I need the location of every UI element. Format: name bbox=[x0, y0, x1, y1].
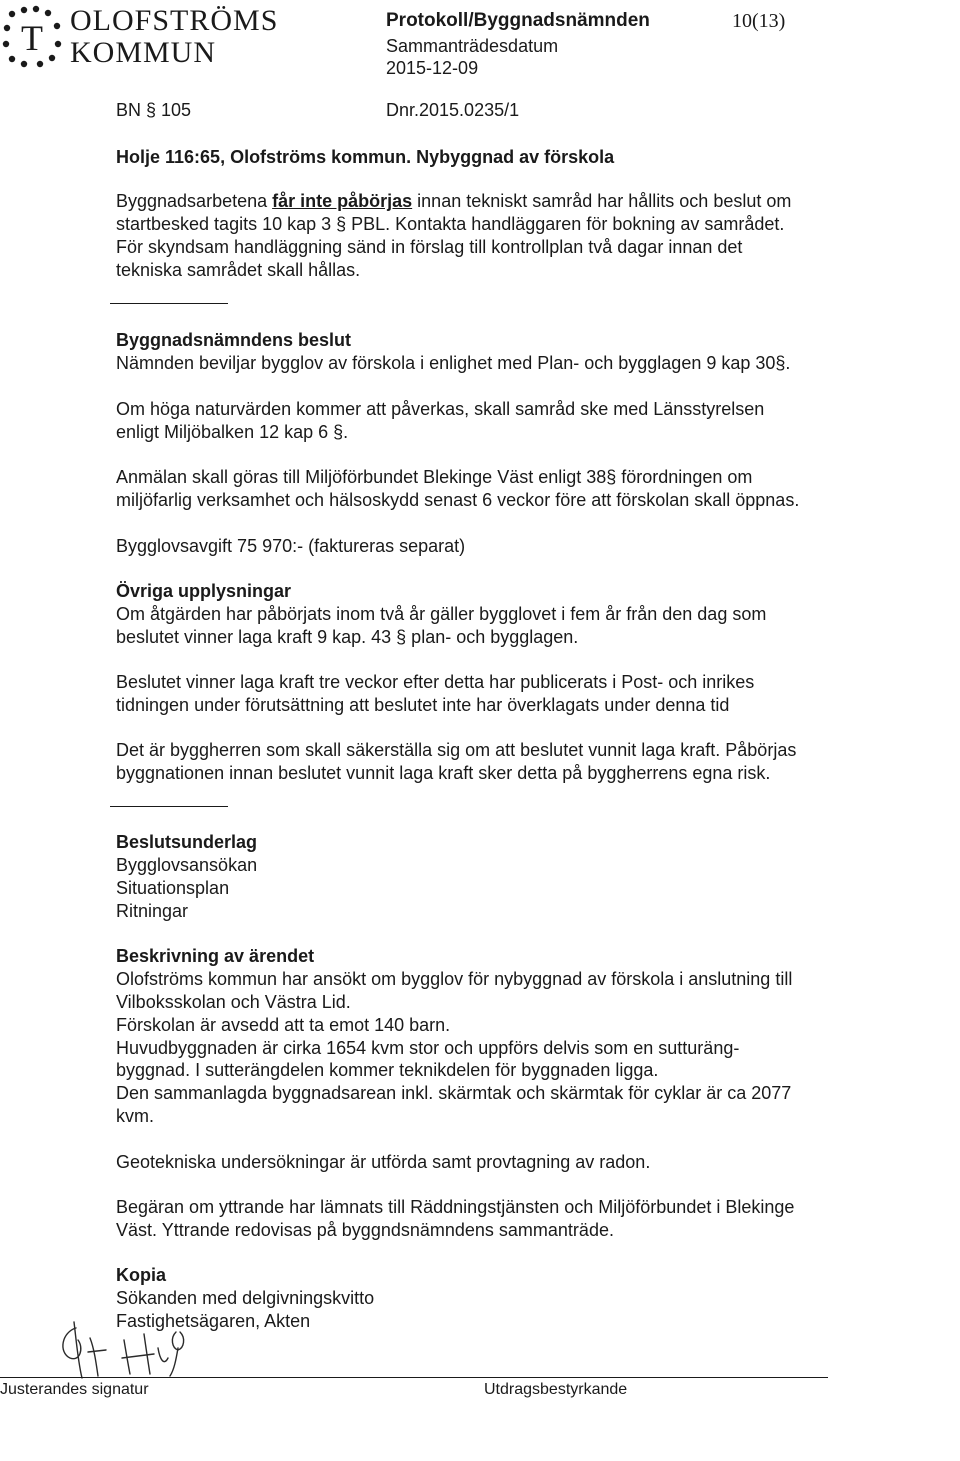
description-line: kvm. bbox=[116, 1106, 154, 1126]
handwritten-signature-icon bbox=[54, 1318, 204, 1380]
copy-item: Fastighetsägaren, Akten bbox=[116, 1311, 311, 1331]
other-p1-line1: Om åtgärden har påbörjats inom två år gäller bygglovet i fem år från den dag som bbox=[116, 604, 767, 624]
copy-item: Sökanden med delgivningskvitto bbox=[116, 1288, 375, 1308]
intro-line-3: För skyndsam handläggning sänd in förslag till kontrollplan två dagar innan det bbox=[116, 237, 743, 257]
basis-item: Bygglovsansökan bbox=[116, 855, 258, 875]
geotechnical-line: Geotekniska undersökningar är utförda samt provtagning av radon. bbox=[116, 1152, 651, 1172]
divider bbox=[110, 303, 228, 304]
document-type: Protokoll/Byggnadsnämnden bbox=[386, 10, 650, 31]
logo-letter: T bbox=[21, 18, 43, 58]
other-p2-line2: tidningen under förutsättning att beslutet inte har överklagats under denna tid bbox=[116, 695, 730, 715]
description-line: Den sammanlagda byggnadsarean inkl. skärmtak och skärmtak för cyklar är ca 2077 bbox=[116, 1083, 792, 1103]
description-line: Huvudbyggnaden är cirka 1654 kvm stor och uppförs delvis som en sutturäng- bbox=[116, 1038, 740, 1058]
page-number: 10(13) bbox=[732, 10, 786, 32]
other-heading: Övriga upplysningar bbox=[116, 581, 292, 601]
signature-rule bbox=[0, 1377, 828, 1378]
decision-p2-line1: Om höga naturvärden kommer att påverkas, skall samråd ske med Länsstyrelsen bbox=[116, 399, 765, 419]
request-line2: Väst. Yttrande redovisas på byggndsnämndens sammanträde. bbox=[116, 1220, 614, 1240]
decision-p1: Nämnden beviljar bygglov av förskola i enlighet med Plan- och bygglagen 9 kap 30§. bbox=[116, 353, 791, 373]
decision-heading: Byggnadsnämndens beslut bbox=[116, 330, 352, 350]
intro-line-2: startbesked tagits 10 kap 3 § PBL. Kontakta handläggaren för bokning av samrådet. bbox=[116, 214, 785, 234]
basis-heading: Beslutsunderlag bbox=[116, 832, 258, 852]
diary-number: Dnr.2015.0235/1 bbox=[386, 100, 520, 120]
description-line: Vilboksskolan och Västra Lid. bbox=[116, 992, 351, 1012]
other-p1-line2: beslutet vinner laga kraft 9 kap. 43 § plan- och bygglagen. bbox=[116, 627, 579, 647]
org-name-line1: OLOFSTRÖMS bbox=[70, 4, 279, 37]
decision-p2-line2: enligt Miljöbalken 12 kap 6 §. bbox=[116, 422, 349, 442]
decision-p3-line2: miljöfarlig verksamhet och hälsoskydd senast 6 veckor före att förskolan skall öppnas. bbox=[116, 490, 800, 510]
intro-post: innan tekniskt samråd har hållits och beslut om bbox=[412, 191, 792, 211]
other-p2-line1: Beslutet vinner laga kraft tre veckor efter detta har publicerats i Post- och inrikes bbox=[116, 672, 755, 692]
other-p3-line1: Det är byggherren som skall säkerställa sig om att beslutet vunnit laga kraft. Påbörjas bbox=[116, 740, 797, 760]
meeting-date: 2015-12-09 bbox=[386, 58, 479, 78]
request-line1: Begäran om yttrande har lämnats till Räddningstjänsten och Miljöförbundet i Blekinge bbox=[116, 1197, 795, 1217]
signature-label: Justerandes signatur bbox=[0, 1381, 149, 1398]
section-number: BN § 105 bbox=[116, 100, 192, 120]
case-title: Holje 116:65, Olofströms kommun. Nybyggnad av förskola bbox=[116, 147, 615, 167]
basis-item: Ritningar bbox=[116, 901, 189, 921]
municipality-logo-icon bbox=[2, 4, 62, 68]
description-line: Förskolan är avsedd att ta emot 140 barn. bbox=[116, 1015, 451, 1035]
intro-emphasis: får inte påbörjas bbox=[272, 191, 413, 211]
fee-line: Bygglovsavgift 75 970:- (faktureras separat) bbox=[116, 536, 466, 556]
basis-item: Situationsplan bbox=[116, 878, 230, 898]
description-line: byggnad. I sutterängdelen kommer teknikdelen för byggnaden ligga. bbox=[116, 1060, 659, 1080]
decision-p3-line1: Anmälan skall göras till Miljöförbundet Blekinge Väst enligt 38§ förordningen om bbox=[116, 467, 753, 487]
intro-pre: Byggnadsarbetena bbox=[116, 191, 273, 211]
intro-line-4: tekniska samrådet skall hållas. bbox=[116, 260, 361, 280]
intro-line-1 bbox=[116, 190, 791, 213]
description-heading: Beskrivning av ärendet bbox=[116, 946, 315, 966]
extract-label: Utdragsbestyrkande bbox=[484, 1381, 628, 1398]
other-p3-line2: byggnationen innan beslutet vunnit laga kraft sker detta på byggherrens egna risk. bbox=[116, 763, 771, 783]
divider bbox=[110, 806, 228, 807]
description-line: Olofströms kommun har ansökt om bygglov för nybyggnad av förskola i anslutning till bbox=[116, 969, 793, 989]
meeting-date-label: Sammanträdesdatum bbox=[386, 36, 559, 56]
copy-heading: Kopia bbox=[116, 1265, 167, 1285]
org-name-line2: KOMMUN bbox=[70, 36, 217, 69]
